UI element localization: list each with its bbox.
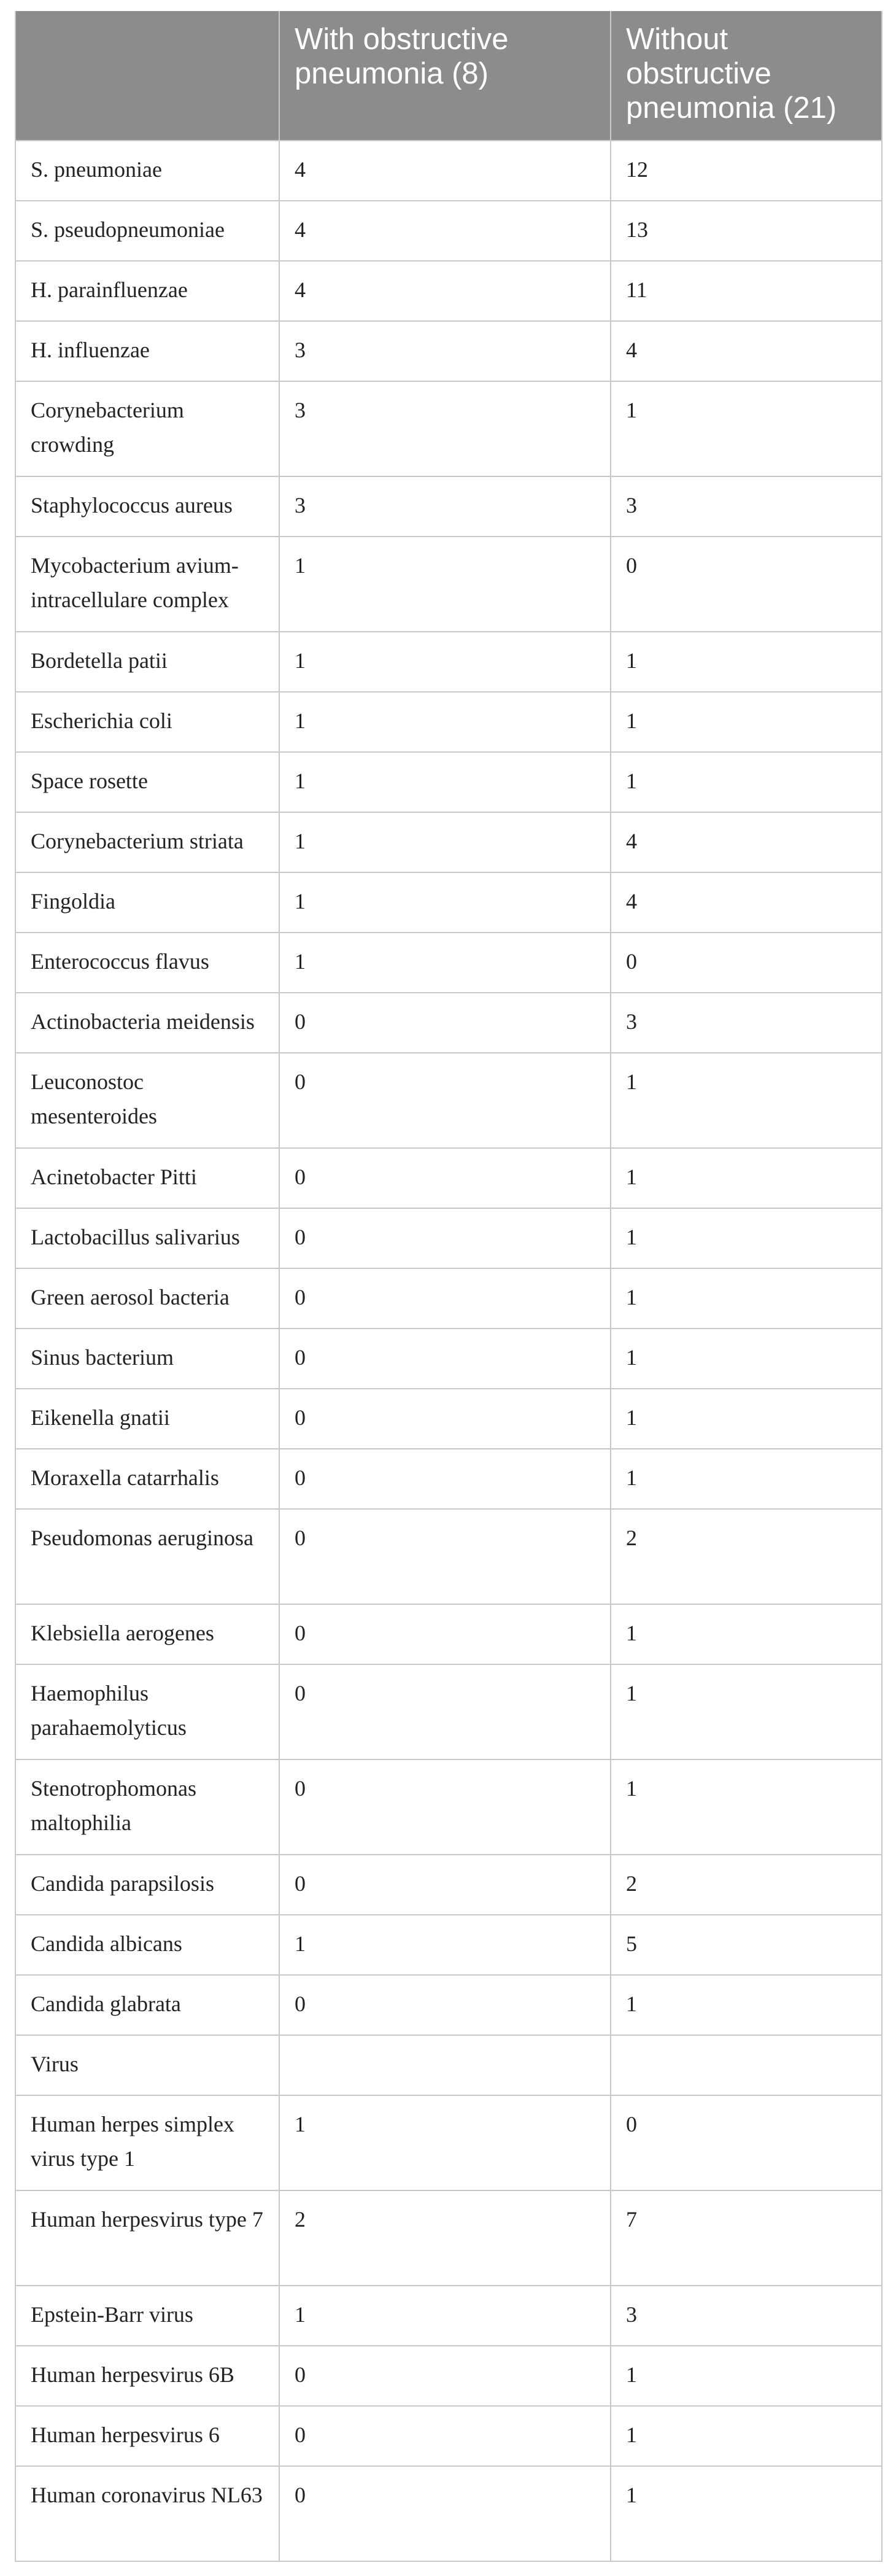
cell-without-obstructive-count: 0 (611, 537, 882, 632)
cell-without-obstructive-count: 3 (611, 993, 882, 1053)
cell-without-obstructive-count: 12 (611, 141, 882, 201)
table-row (15, 1329, 882, 1389)
cell-pathogen-name: Green aerosol bacteria (15, 1268, 279, 1329)
table-header (15, 11, 882, 141)
table-row (15, 1389, 882, 1449)
cell-pathogen-name: Klebsiella aerogenes (15, 1604, 279, 1664)
cell-with-obstructive-count: 0 (279, 2406, 611, 2466)
cell-pathogen-name: Human herpes simplex virus type 1 (15, 2095, 279, 2190)
table-row (15, 933, 882, 993)
table-row (15, 261, 882, 321)
cell-without-obstructive-count: 1 (611, 2346, 882, 2406)
table-row (15, 2095, 882, 2190)
cell-with-obstructive-count: 1 (279, 692, 611, 752)
table-body (15, 141, 882, 2561)
cell-pathogen-name: Epstein-Barr virus (15, 2286, 279, 2346)
table-row (15, 2286, 882, 2346)
table-row (15, 752, 882, 812)
cell-pathogen-name: Corynebacterium striata (15, 812, 279, 872)
cell-pathogen-name: Candida parapsilosis (15, 1855, 279, 1915)
cell-with-obstructive-count: 1 (279, 1915, 611, 1975)
table-row (15, 1053, 882, 1148)
cell-with-obstructive-count: 0 (279, 993, 611, 1053)
cell-with-obstructive-count: 0 (279, 1509, 611, 1604)
cell-without-obstructive-count: 4 (611, 321, 882, 381)
table-row (15, 872, 882, 933)
cell-pathogen-name: Fingoldia (15, 872, 279, 933)
cell-with-obstructive-count: 0 (279, 1148, 611, 1208)
table-row (15, 1449, 882, 1509)
table-row (15, 993, 882, 1053)
cell-without-obstructive-count: 0 (611, 933, 882, 993)
cell-pathogen-name: H. influenzae (15, 321, 279, 381)
table-row (15, 201, 882, 261)
cell-without-obstructive-count: 2 (611, 1509, 882, 1604)
table-row (15, 632, 882, 692)
cell-without-obstructive-count: 1 (611, 1329, 882, 1389)
cell-with-obstructive-count: 3 (279, 381, 611, 476)
cell-pathogen-name: Virus (15, 2035, 279, 2095)
table-row (15, 537, 882, 632)
cell-pathogen-name: Stenotrophomonas maltophilia (15, 1759, 279, 1855)
cell-with-obstructive-count: 0 (279, 2466, 611, 2561)
cell-pathogen-name: Corynebacterium crowding (15, 381, 279, 476)
cell-without-obstructive-count: 1 (611, 1449, 882, 1509)
cell-without-obstructive-count: 3 (611, 476, 882, 537)
cell-without-obstructive-count: 1 (611, 692, 882, 752)
cell-pathogen-name: Bordetella patii (15, 632, 279, 692)
cell-pathogen-name: Escherichia coli (15, 692, 279, 752)
cell-with-obstructive-count: 4 (279, 141, 611, 201)
table-row (15, 141, 882, 201)
cell-without-obstructive-count: 5 (611, 1915, 882, 1975)
table-row (15, 1268, 882, 1329)
cell-with-obstructive-count: 0 (279, 1759, 611, 1855)
table-row (15, 1915, 882, 1975)
header-cell-with-obstructive-pneumonia: With obstructive pneumonia (8) (279, 11, 611, 141)
cell-without-obstructive-count: 1 (611, 1053, 882, 1148)
cell-pathogen-name: Actinobacteria meidensis (15, 993, 279, 1053)
cell-with-obstructive-count: 0 (279, 1208, 611, 1268)
table-row (15, 1855, 882, 1915)
cell-without-obstructive-count: 1 (611, 1664, 882, 1759)
cell-with-obstructive-count: 0 (279, 1664, 611, 1759)
cell-pathogen-name: Moraxella catarrhalis (15, 1449, 279, 1509)
table-row (15, 1208, 882, 1268)
cell-pathogen-name: Acinetobacter Pitti (15, 1148, 279, 1208)
cell-without-obstructive-count: 1 (611, 381, 882, 476)
table-row (15, 812, 882, 872)
cell-with-obstructive-count: 1 (279, 752, 611, 812)
cell-without-obstructive-count: 1 (611, 1389, 882, 1449)
cell-pathogen-name: Staphylococcus aureus (15, 476, 279, 537)
table-row (15, 2346, 882, 2406)
cell-with-obstructive-count: 1 (279, 812, 611, 872)
cell-without-obstructive-count: 1 (611, 1148, 882, 1208)
cell-with-obstructive-count: 0 (279, 2346, 611, 2406)
cell-without-obstructive-count: 0 (611, 2095, 882, 2190)
cell-pathogen-name: Lactobacillus salivarius (15, 1208, 279, 1268)
cell-with-obstructive-count: 1 (279, 537, 611, 632)
cell-with-obstructive-count: 0 (279, 1389, 611, 1449)
cell-with-obstructive-count: 1 (279, 2286, 611, 2346)
cell-with-obstructive-count: 4 (279, 201, 611, 261)
cell-with-obstructive-count: 1 (279, 2095, 611, 2190)
cell-without-obstructive-count: 2 (611, 1855, 882, 1915)
table-row (15, 1148, 882, 1208)
cell-pathogen-name: Mycobacterium avium-intracellulare complex (15, 537, 279, 632)
cell-without-obstructive-count: 1 (611, 1759, 882, 1855)
cell-with-obstructive-count: 0 (279, 1329, 611, 1389)
cell-with-obstructive-count: 0 (279, 1053, 611, 1148)
table-row (15, 1975, 882, 2035)
table-row (15, 1759, 882, 1855)
cell-with-obstructive-count: 3 (279, 476, 611, 537)
table-row (15, 692, 882, 752)
table-row (15, 381, 882, 476)
cell-pathogen-name: Candida glabrata (15, 1975, 279, 2035)
cell-pathogen-name: Haemophilus parahaemolyticus (15, 1664, 279, 1759)
cell-with-obstructive-count: 1 (279, 933, 611, 993)
cell-pathogen-name: S. pneumoniae (15, 141, 279, 201)
cell-without-obstructive-count: 1 (611, 1975, 882, 2035)
cell-with-obstructive-count: 3 (279, 321, 611, 381)
cell-with-obstructive-count: 0 (279, 1975, 611, 2035)
table-row (15, 2190, 882, 2286)
cell-pathogen-name: Sinus bacterium (15, 1329, 279, 1389)
cell-pathogen-name: Leuconostoc mesenteroides (15, 1053, 279, 1148)
cell-without-obstructive-count: 13 (611, 201, 882, 261)
table-row (15, 2466, 882, 2561)
cell-without-obstructive-count: 1 (611, 632, 882, 692)
cell-pathogen-name: Human herpesvirus 6 (15, 2406, 279, 2466)
cell-with-obstructive-count: 0 (279, 1449, 611, 1509)
cell-pathogen-name: H. parainfluenzae (15, 261, 279, 321)
cell-with-obstructive-count: 4 (279, 261, 611, 321)
cell-pathogen-name: Space rosette (15, 752, 279, 812)
cell-pathogen-name: Enterococcus flavus (15, 933, 279, 993)
cell-with-obstructive-count (279, 2035, 611, 2095)
table-row (15, 476, 882, 537)
cell-without-obstructive-count: 7 (611, 2190, 882, 2286)
cell-with-obstructive-count: 1 (279, 872, 611, 933)
cell-pathogen-name: Pseudomonas aeruginosa (15, 1509, 279, 1604)
cell-without-obstructive-count: 11 (611, 261, 882, 321)
cell-pathogen-name: Human herpesvirus 6B (15, 2346, 279, 2406)
cell-with-obstructive-count: 1 (279, 632, 611, 692)
table-row (15, 2035, 882, 2095)
cell-without-obstructive-count: 1 (611, 2466, 882, 2561)
table-row (15, 2406, 882, 2466)
header-cell-pathogen (15, 11, 279, 141)
table-row (15, 1604, 882, 1664)
table-row (15, 1509, 882, 1604)
cell-pathogen-name: S. pseudopneumoniae (15, 201, 279, 261)
cell-with-obstructive-count: 0 (279, 1855, 611, 1915)
cell-pathogen-name: Candida albicans (15, 1915, 279, 1975)
cell-pathogen-name: Human coronavirus NL63 (15, 2466, 279, 2561)
cell-with-obstructive-count: 0 (279, 1604, 611, 1664)
header-cell-without-obstructive-pneumonia: Without obstructive pneumonia (21) (611, 11, 882, 141)
table-row (15, 321, 882, 381)
cell-without-obstructive-count: 1 (611, 1604, 882, 1664)
cell-with-obstructive-count: 2 (279, 2190, 611, 2286)
header-row (15, 11, 882, 141)
cell-pathogen-name: Eikenella gnatii (15, 1389, 279, 1449)
cell-without-obstructive-count: 4 (611, 812, 882, 872)
cell-without-obstructive-count (611, 2035, 882, 2095)
cell-without-obstructive-count: 3 (611, 2286, 882, 2346)
table-row (15, 1664, 882, 1759)
cell-without-obstructive-count: 1 (611, 752, 882, 812)
pathogen-table (15, 11, 882, 2562)
cell-without-obstructive-count: 4 (611, 872, 882, 933)
cell-without-obstructive-count: 1 (611, 2406, 882, 2466)
cell-with-obstructive-count: 0 (279, 1268, 611, 1329)
cell-without-obstructive-count: 1 (611, 1268, 882, 1329)
cell-without-obstructive-count: 1 (611, 1208, 882, 1268)
data-table-container (15, 11, 881, 2562)
cell-pathogen-name: Human herpesvirus type 7 (15, 2190, 279, 2286)
